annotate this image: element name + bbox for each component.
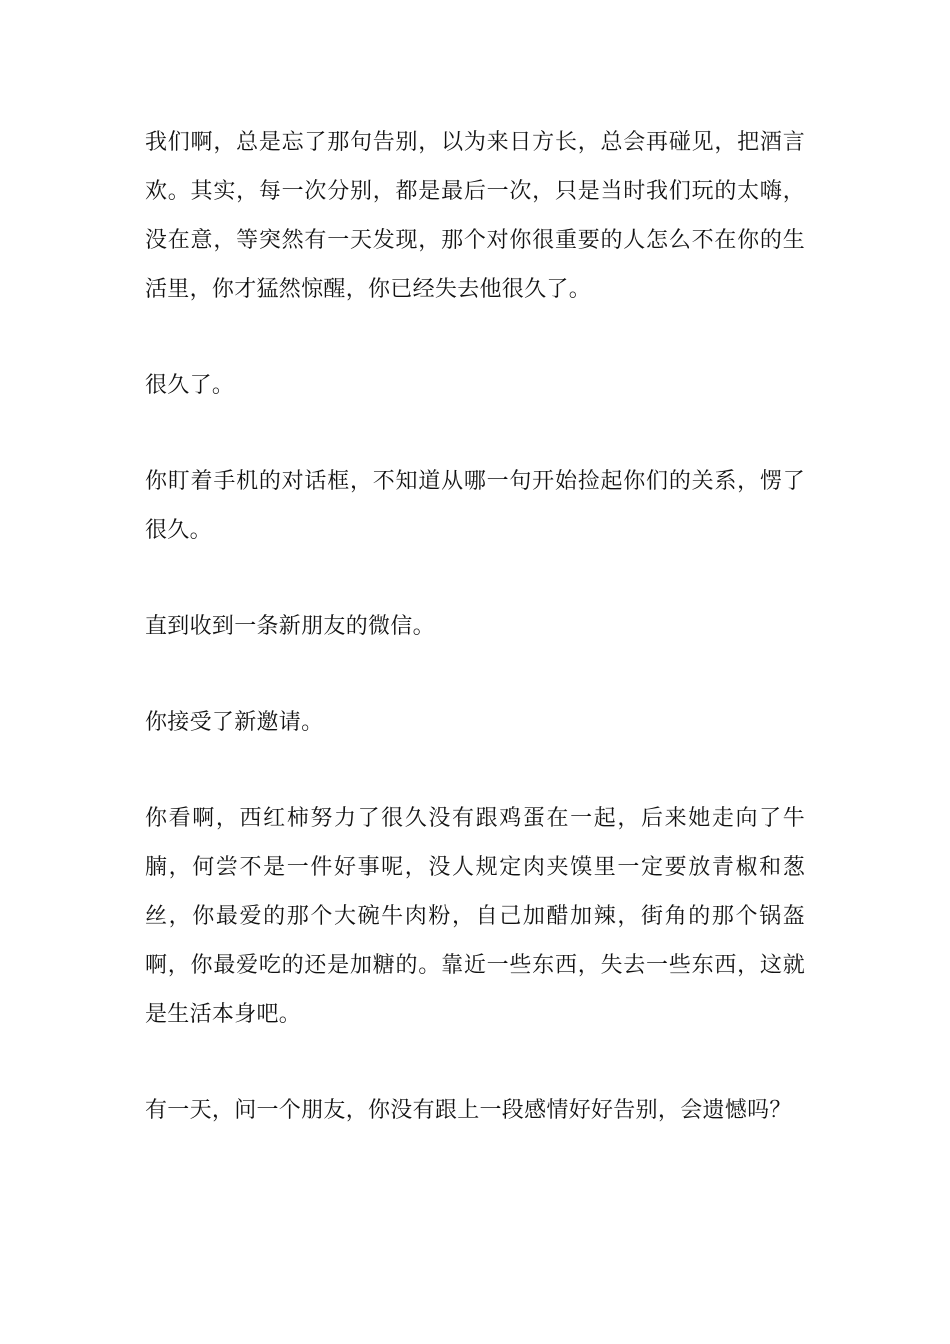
paragraph-5: 你接受了新邀请。 [145, 710, 324, 735]
paragraph-2: 很久了。 [145, 373, 235, 398]
paragraph-7: 有一天，问一个朋友，你没有跟上一段感情好好告别，会遗憾吗？ [145, 1098, 792, 1123]
paragraph-3: 你盯着手机的对话框，不知道从哪一句开始捡起你们的关系，愣了很久。 [145, 469, 805, 543]
article-body [145, 118, 805, 1182]
paragraph-6: 你看啊，西红柿努力了很久没有跟鸡蛋在一起，后来她走向了牛腩，何尝不是一件好事呢，没人规定肉夹馍里一定要放青椒和葱丝，你最爱的那个大碗牛肉粉，自己加醋加辣，街角的那个锅盔啊，你最爱吃的还是加糖的。靠近一些东西，失去一些东西，这就是生活本身吧。 [145, 806, 805, 1027]
paragraph-1: 我们啊，总是忘了那句告别，以为来日方长，总会再碰见，把酒言欢。其实，每一次分别，都是最后一次，只是当时我们玩的太嗨，没在意，等突然有一天发现，那个对你很重要的人怎么不在你的生活里，你才猛然惊醒，你已经失去他很久了。 [145, 130, 805, 302]
paragraph-4: 直到收到一条新朋友的微信。 [145, 614, 435, 639]
